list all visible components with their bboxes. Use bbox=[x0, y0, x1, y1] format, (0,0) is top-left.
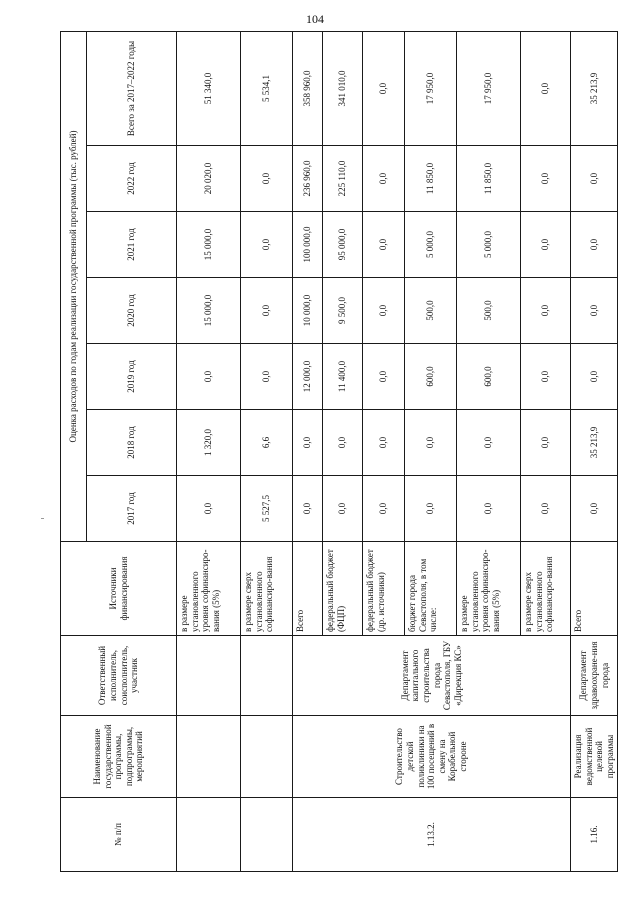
table-row bbox=[241, 31, 293, 871]
cell-value: 11 850,0 bbox=[457, 146, 521, 212]
cell-source: в размере сверх установленного софинансиро-вания bbox=[241, 542, 293, 636]
cell-value: 0,0 bbox=[363, 278, 405, 344]
header-year: 2022 год bbox=[87, 146, 177, 212]
cell-value: 0,0 bbox=[571, 278, 618, 344]
cell-name: Реализация ведомственной целевой программы bbox=[571, 716, 618, 798]
cell-exec-empty bbox=[241, 636, 293, 716]
cell-num-empty bbox=[177, 798, 241, 872]
cell-value: 0,0 bbox=[241, 278, 293, 344]
page-number: 104 bbox=[306, 12, 324, 26]
cell-value: 225 110,0 bbox=[323, 146, 363, 212]
cell-value: 500,0 bbox=[457, 278, 521, 344]
header-estimate: Оценка расходов по годам реализации государственной программы (тыс. рублей) bbox=[61, 31, 87, 541]
cell-value: 0,0 bbox=[323, 410, 363, 476]
header-num: № п/п bbox=[61, 798, 177, 872]
cell-value: 358 960,0 bbox=[293, 31, 323, 145]
rotated-table bbox=[60, 32, 615, 872]
cell-value: 0,0 bbox=[521, 476, 571, 542]
cell-value: 0,0 bbox=[571, 212, 618, 278]
header-total: Всего за 2017–2022 годы bbox=[87, 31, 177, 145]
cell-value: 10 000,0 bbox=[293, 278, 323, 344]
cell-value: 0,0 bbox=[457, 476, 521, 542]
cell-name-empty bbox=[241, 716, 293, 798]
cell-value: 0,0 bbox=[177, 344, 241, 410]
cell-source: Всего bbox=[571, 542, 618, 636]
cell-value: 20 020,0 bbox=[177, 146, 241, 212]
cell-value: 0,0 bbox=[363, 344, 405, 410]
cell-value: 0,0 bbox=[457, 410, 521, 476]
cell-value: 11 850,0 bbox=[405, 146, 457, 212]
cell-value: 11 400,0 bbox=[323, 344, 363, 410]
cell-value: 0,0 bbox=[405, 410, 457, 476]
cell-value: 0,0 bbox=[521, 212, 571, 278]
cell-value: 0,0 bbox=[521, 344, 571, 410]
cell-value: 17 950,0 bbox=[457, 31, 521, 145]
cell-value: 100 000,0 bbox=[293, 212, 323, 278]
cell-value: 17 950,0 bbox=[405, 31, 457, 145]
cell-value: 0,0 bbox=[177, 476, 241, 542]
cell-value: 341 010,0 bbox=[323, 31, 363, 145]
cell-value: 0,0 bbox=[323, 476, 363, 542]
cell-source: в размере установленного уровня софинансиро-вания (5%) bbox=[457, 542, 521, 636]
cell-value: 0,0 bbox=[521, 410, 571, 476]
cell-num-empty bbox=[241, 798, 293, 872]
cell-executor: Департамент здравоохране-ния города bbox=[571, 636, 618, 716]
header-row-top bbox=[61, 31, 87, 871]
cell-value: 500,0 bbox=[405, 278, 457, 344]
cell-value: 0,0 bbox=[293, 476, 323, 542]
table-row bbox=[177, 31, 241, 871]
table-row bbox=[571, 31, 618, 871]
header-name: Наименование государственной программы, подпрограммы, мероприятий bbox=[61, 716, 177, 798]
cell-value: 6,6 bbox=[241, 410, 293, 476]
cell-value: 0,0 bbox=[241, 344, 293, 410]
cell-value: 5 000,0 bbox=[405, 212, 457, 278]
cell-value: 0,0 bbox=[293, 410, 323, 476]
cell-value: 0,0 bbox=[363, 146, 405, 212]
cell-source: в размере установленного уровня софинансиро-вания (5%) bbox=[177, 542, 241, 636]
budget-table bbox=[60, 31, 618, 872]
header-source: Источники финансирования bbox=[61, 542, 177, 636]
cell-value: 35 213,9 bbox=[571, 410, 618, 476]
cell-source: федеральный бюджет (др. источники) bbox=[363, 542, 405, 636]
cell-value: 0,0 bbox=[571, 146, 618, 212]
cell-name: Строительство детской поликлиники на 100 посещений в смену на Корабельной стороне bbox=[293, 716, 571, 798]
cell-value: 0,0 bbox=[363, 476, 405, 542]
cell-value: 0,0 bbox=[405, 476, 457, 542]
cell-value: 600,0 bbox=[457, 344, 521, 410]
cell-value: 35 213,9 bbox=[571, 31, 618, 145]
cell-value: 15 000,0 bbox=[177, 212, 241, 278]
cell-value: 15 000,0 bbox=[177, 278, 241, 344]
cell-value: 95 000,0 bbox=[323, 212, 363, 278]
cell-value: 0,0 bbox=[363, 410, 405, 476]
cell-value: 600,0 bbox=[405, 344, 457, 410]
cell-source: Всего bbox=[293, 542, 323, 636]
cell-value: 0,0 bbox=[241, 212, 293, 278]
header-year: 2018 год bbox=[87, 410, 177, 476]
header-year: 2020 год bbox=[87, 278, 177, 344]
cell-value: 5 527,5 bbox=[241, 476, 293, 542]
cell-name-empty bbox=[177, 716, 241, 798]
cell-value: 0,0 bbox=[241, 146, 293, 212]
cell-value: 0,0 bbox=[571, 344, 618, 410]
cell-source: в размере сверх установленного софинансиро-вания bbox=[521, 542, 571, 636]
table-row bbox=[293, 31, 323, 871]
cell-value: 1 320,0 bbox=[177, 410, 241, 476]
cell-value: 0,0 bbox=[521, 31, 571, 145]
cell-num: 1.13.2. bbox=[293, 798, 571, 872]
rotated-table-frame bbox=[60, 32, 615, 872]
cell-exec-empty bbox=[177, 636, 241, 716]
cell-value: 5 000,0 bbox=[457, 212, 521, 278]
cell-source: федеральный бюджет (ФЦП) bbox=[323, 542, 363, 636]
cell-executor: Департамент капитального строительства города Севастополя, ГБУ «Дирекция КС» bbox=[293, 636, 571, 716]
header-executor: Ответственный исполнитель, соисполнитель, участник bbox=[61, 636, 177, 716]
cell-value: 0,0 bbox=[363, 212, 405, 278]
scan-speck bbox=[41, 518, 44, 519]
header-year: 2017 год bbox=[87, 476, 177, 542]
cell-num: 1.16. bbox=[571, 798, 618, 872]
cell-value: 0,0 bbox=[571, 476, 618, 542]
cell-value: 51 340,0 bbox=[177, 31, 241, 145]
header-year: 2019 год bbox=[87, 344, 177, 410]
cell-source: бюджет города Севастополя, в том числе: bbox=[405, 542, 457, 636]
cell-value: 236 960,0 bbox=[293, 146, 323, 212]
header-year: 2021 год bbox=[87, 212, 177, 278]
cell-value: 0,0 bbox=[521, 278, 571, 344]
cell-value: 0,0 bbox=[363, 31, 405, 145]
cell-value: 0,0 bbox=[521, 146, 571, 212]
cell-value: 9 500,0 bbox=[323, 278, 363, 344]
cell-value: 5 534,1 bbox=[241, 31, 293, 145]
cell-value: 12 000,0 bbox=[293, 344, 323, 410]
